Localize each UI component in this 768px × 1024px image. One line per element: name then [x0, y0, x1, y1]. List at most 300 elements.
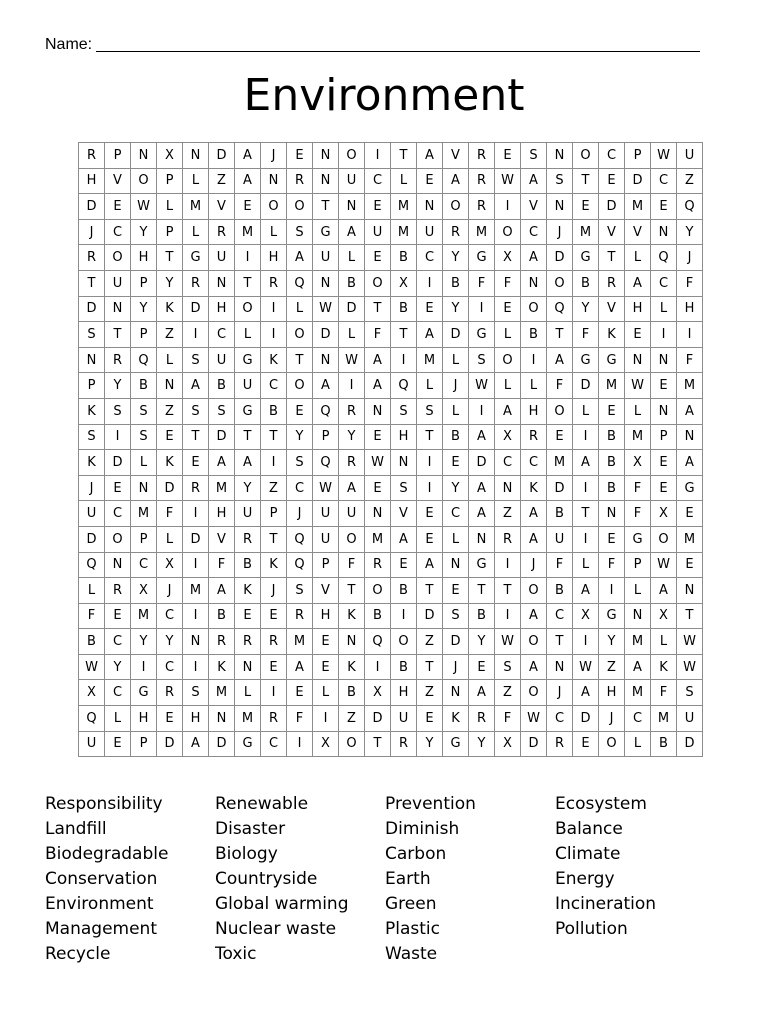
- grid-cell[interactable]: T: [235, 270, 261, 296]
- grid-cell[interactable]: O: [521, 578, 547, 604]
- grid-cell[interactable]: M: [287, 629, 313, 655]
- grid-cell[interactable]: E: [417, 296, 443, 322]
- grid-cell[interactable]: K: [157, 296, 183, 322]
- grid-cell[interactable]: L: [443, 526, 469, 552]
- grid-cell[interactable]: N: [547, 194, 573, 220]
- grid-cell[interactable]: J: [443, 654, 469, 680]
- grid-cell[interactable]: V: [443, 143, 469, 169]
- grid-cell[interactable]: I: [183, 552, 209, 578]
- grid-cell[interactable]: E: [599, 526, 625, 552]
- grid-cell[interactable]: E: [599, 398, 625, 424]
- grid-cell[interactable]: A: [625, 270, 651, 296]
- grid-cell[interactable]: M: [365, 526, 391, 552]
- grid-cell[interactable]: I: [495, 603, 521, 629]
- grid-cell[interactable]: K: [339, 654, 365, 680]
- grid-cell[interactable]: B: [391, 578, 417, 604]
- grid-cell[interactable]: E: [495, 143, 521, 169]
- grid-cell[interactable]: A: [209, 578, 235, 604]
- grid-cell[interactable]: K: [209, 654, 235, 680]
- grid-cell[interactable]: F: [599, 552, 625, 578]
- grid-cell[interactable]: P: [625, 552, 651, 578]
- grid-cell[interactable]: E: [365, 424, 391, 450]
- grid-cell[interactable]: W: [651, 143, 677, 169]
- grid-cell[interactable]: N: [313, 168, 339, 194]
- grid-cell[interactable]: Q: [79, 706, 105, 732]
- grid-cell[interactable]: B: [547, 578, 573, 604]
- grid-cell[interactable]: Y: [287, 424, 313, 450]
- grid-cell[interactable]: I: [417, 475, 443, 501]
- grid-cell[interactable]: R: [209, 219, 235, 245]
- grid-cell[interactable]: L: [651, 629, 677, 655]
- grid-cell[interactable]: A: [547, 347, 573, 373]
- grid-cell[interactable]: S: [391, 398, 417, 424]
- grid-cell[interactable]: F: [157, 501, 183, 527]
- grid-cell[interactable]: Q: [287, 552, 313, 578]
- grid-cell[interactable]: W: [131, 194, 157, 220]
- grid-cell[interactable]: S: [183, 347, 209, 373]
- grid-cell[interactable]: W: [313, 296, 339, 322]
- grid-cell[interactable]: S: [79, 322, 105, 348]
- grid-cell[interactable]: P: [313, 552, 339, 578]
- grid-cell[interactable]: C: [417, 245, 443, 271]
- grid-cell[interactable]: E: [417, 501, 443, 527]
- grid-cell[interactable]: D: [573, 373, 599, 399]
- grid-cell[interactable]: A: [183, 373, 209, 399]
- grid-cell[interactable]: W: [365, 450, 391, 476]
- grid-cell[interactable]: L: [261, 219, 287, 245]
- grid-cell[interactable]: G: [235, 398, 261, 424]
- grid-cell[interactable]: B: [391, 654, 417, 680]
- grid-cell[interactable]: T: [79, 270, 105, 296]
- grid-cell[interactable]: T: [183, 424, 209, 450]
- grid-cell[interactable]: O: [235, 296, 261, 322]
- grid-cell[interactable]: L: [183, 168, 209, 194]
- grid-cell[interactable]: Z: [417, 680, 443, 706]
- grid-cell[interactable]: F: [547, 552, 573, 578]
- grid-cell[interactable]: N: [313, 347, 339, 373]
- grid-cell[interactable]: D: [443, 322, 469, 348]
- grid-cell[interactable]: Z: [495, 680, 521, 706]
- grid-cell[interactable]: T: [105, 322, 131, 348]
- grid-cell[interactable]: N: [677, 424, 703, 450]
- grid-cell[interactable]: W: [677, 654, 703, 680]
- grid-cell[interactable]: R: [105, 578, 131, 604]
- grid-cell[interactable]: E: [287, 680, 313, 706]
- grid-cell[interactable]: E: [651, 475, 677, 501]
- grid-cell[interactable]: I: [339, 373, 365, 399]
- grid-cell[interactable]: Q: [677, 194, 703, 220]
- grid-cell[interactable]: H: [79, 168, 105, 194]
- grid-cell[interactable]: E: [365, 194, 391, 220]
- grid-cell[interactable]: W: [651, 552, 677, 578]
- grid-cell[interactable]: G: [469, 245, 495, 271]
- grid-cell[interactable]: V: [521, 194, 547, 220]
- grid-cell[interactable]: Y: [677, 219, 703, 245]
- grid-cell[interactable]: M: [677, 526, 703, 552]
- grid-cell[interactable]: Q: [79, 552, 105, 578]
- grid-cell[interactable]: K: [261, 552, 287, 578]
- grid-cell[interactable]: I: [651, 322, 677, 348]
- grid-cell[interactable]: C: [443, 501, 469, 527]
- grid-cell[interactable]: S: [443, 603, 469, 629]
- grid-cell[interactable]: U: [677, 143, 703, 169]
- grid-cell[interactable]: T: [417, 424, 443, 450]
- grid-cell[interactable]: E: [417, 168, 443, 194]
- grid-cell[interactable]: U: [209, 347, 235, 373]
- grid-cell[interactable]: D: [417, 603, 443, 629]
- grid-cell[interactable]: I: [469, 398, 495, 424]
- grid-cell[interactable]: O: [495, 219, 521, 245]
- grid-cell[interactable]: N: [313, 270, 339, 296]
- grid-cell[interactable]: W: [339, 347, 365, 373]
- grid-cell[interactable]: L: [183, 219, 209, 245]
- grid-cell[interactable]: C: [105, 629, 131, 655]
- grid-cell[interactable]: E: [677, 552, 703, 578]
- grid-cell[interactable]: O: [287, 373, 313, 399]
- grid-cell[interactable]: E: [365, 245, 391, 271]
- grid-cell[interactable]: R: [469, 706, 495, 732]
- grid-cell[interactable]: D: [79, 296, 105, 322]
- grid-cell[interactable]: A: [521, 501, 547, 527]
- grid-cell[interactable]: Y: [599, 629, 625, 655]
- grid-cell[interactable]: M: [677, 373, 703, 399]
- grid-cell[interactable]: R: [365, 552, 391, 578]
- grid-cell[interactable]: T: [391, 322, 417, 348]
- grid-cell[interactable]: G: [313, 219, 339, 245]
- grid-cell[interactable]: C: [651, 270, 677, 296]
- grid-cell[interactable]: L: [235, 680, 261, 706]
- grid-cell[interactable]: C: [547, 706, 573, 732]
- grid-cell[interactable]: R: [261, 270, 287, 296]
- grid-cell[interactable]: E: [183, 450, 209, 476]
- grid-cell[interactable]: O: [365, 578, 391, 604]
- grid-cell[interactable]: M: [573, 219, 599, 245]
- grid-cell[interactable]: D: [365, 706, 391, 732]
- grid-cell[interactable]: R: [235, 526, 261, 552]
- grid-cell[interactable]: J: [261, 143, 287, 169]
- grid-cell[interactable]: A: [417, 143, 443, 169]
- grid-cell[interactable]: Z: [417, 629, 443, 655]
- grid-cell[interactable]: O: [521, 296, 547, 322]
- grid-cell[interactable]: C: [105, 501, 131, 527]
- grid-cell[interactable]: C: [105, 219, 131, 245]
- grid-cell[interactable]: B: [521, 322, 547, 348]
- grid-cell[interactable]: I: [495, 552, 521, 578]
- grid-cell[interactable]: P: [157, 219, 183, 245]
- grid-cell[interactable]: M: [625, 424, 651, 450]
- grid-cell[interactable]: A: [651, 578, 677, 604]
- grid-cell[interactable]: G: [131, 680, 157, 706]
- grid-cell[interactable]: T: [495, 578, 521, 604]
- grid-cell[interactable]: R: [547, 731, 573, 757]
- grid-cell[interactable]: A: [417, 322, 443, 348]
- grid-cell[interactable]: E: [287, 398, 313, 424]
- grid-cell[interactable]: D: [313, 322, 339, 348]
- grid-cell[interactable]: C: [651, 168, 677, 194]
- grid-cell[interactable]: U: [547, 526, 573, 552]
- grid-cell[interactable]: E: [157, 424, 183, 450]
- grid-cell[interactable]: Q: [131, 347, 157, 373]
- grid-cell[interactable]: H: [391, 424, 417, 450]
- grid-cell[interactable]: G: [573, 245, 599, 271]
- grid-cell[interactable]: P: [261, 501, 287, 527]
- grid-cell[interactable]: W: [677, 629, 703, 655]
- grid-cell[interactable]: Z: [599, 654, 625, 680]
- grid-cell[interactable]: A: [235, 168, 261, 194]
- grid-cell[interactable]: C: [209, 322, 235, 348]
- grid-cell[interactable]: R: [287, 168, 313, 194]
- grid-cell[interactable]: I: [677, 322, 703, 348]
- grid-cell[interactable]: C: [521, 450, 547, 476]
- grid-cell[interactable]: R: [469, 168, 495, 194]
- grid-cell[interactable]: L: [521, 373, 547, 399]
- grid-cell[interactable]: Q: [391, 373, 417, 399]
- grid-cell[interactable]: O: [339, 143, 365, 169]
- grid-cell[interactable]: H: [391, 680, 417, 706]
- grid-cell[interactable]: O: [391, 629, 417, 655]
- grid-cell[interactable]: O: [547, 398, 573, 424]
- grid-cell[interactable]: N: [261, 168, 287, 194]
- grid-cell[interactable]: X: [651, 501, 677, 527]
- grid-cell[interactable]: U: [313, 526, 339, 552]
- grid-cell[interactable]: U: [365, 219, 391, 245]
- grid-cell[interactable]: A: [469, 475, 495, 501]
- grid-cell[interactable]: T: [573, 501, 599, 527]
- grid-cell[interactable]: A: [677, 450, 703, 476]
- grid-cell[interactable]: L: [625, 578, 651, 604]
- grid-cell[interactable]: D: [547, 245, 573, 271]
- grid-cell[interactable]: R: [599, 270, 625, 296]
- grid-cell[interactable]: Y: [339, 424, 365, 450]
- grid-cell[interactable]: U: [209, 245, 235, 271]
- grid-cell[interactable]: W: [521, 706, 547, 732]
- grid-cell[interactable]: R: [469, 143, 495, 169]
- grid-cell[interactable]: A: [521, 168, 547, 194]
- grid-cell[interactable]: I: [105, 424, 131, 450]
- grid-cell[interactable]: U: [339, 501, 365, 527]
- grid-cell[interactable]: L: [157, 526, 183, 552]
- grid-cell[interactable]: P: [131, 322, 157, 348]
- name-underline[interactable]: [96, 50, 700, 52]
- grid-cell[interactable]: T: [391, 143, 417, 169]
- grid-cell[interactable]: I: [131, 654, 157, 680]
- grid-cell[interactable]: R: [287, 603, 313, 629]
- grid-cell[interactable]: I: [365, 654, 391, 680]
- grid-cell[interactable]: S: [79, 424, 105, 450]
- grid-cell[interactable]: V: [391, 501, 417, 527]
- grid-cell[interactable]: U: [235, 501, 261, 527]
- grid-cell[interactable]: O: [443, 194, 469, 220]
- grid-cell[interactable]: S: [131, 424, 157, 450]
- grid-cell[interactable]: L: [625, 245, 651, 271]
- grid-cell[interactable]: O: [261, 194, 287, 220]
- grid-cell[interactable]: V: [209, 526, 235, 552]
- grid-cell[interactable]: H: [209, 296, 235, 322]
- grid-cell[interactable]: O: [495, 347, 521, 373]
- grid-cell[interactable]: B: [599, 475, 625, 501]
- grid-cell[interactable]: N: [443, 680, 469, 706]
- grid-cell[interactable]: I: [183, 322, 209, 348]
- grid-cell[interactable]: A: [313, 373, 339, 399]
- grid-cell[interactable]: F: [79, 603, 105, 629]
- grid-cell[interactable]: H: [209, 501, 235, 527]
- grid-cell[interactable]: B: [79, 629, 105, 655]
- grid-cell[interactable]: T: [365, 296, 391, 322]
- grid-cell[interactable]: K: [443, 706, 469, 732]
- grid-cell[interactable]: S: [183, 398, 209, 424]
- grid-cell[interactable]: F: [495, 706, 521, 732]
- grid-cell[interactable]: S: [287, 450, 313, 476]
- grid-cell[interactable]: R: [339, 450, 365, 476]
- grid-cell[interactable]: M: [417, 347, 443, 373]
- grid-cell[interactable]: R: [157, 680, 183, 706]
- grid-cell[interactable]: A: [573, 578, 599, 604]
- grid-cell[interactable]: P: [79, 373, 105, 399]
- grid-cell[interactable]: I: [469, 296, 495, 322]
- grid-cell[interactable]: E: [651, 450, 677, 476]
- grid-cell[interactable]: E: [651, 194, 677, 220]
- grid-cell[interactable]: H: [625, 296, 651, 322]
- grid-cell[interactable]: G: [235, 347, 261, 373]
- grid-cell[interactable]: E: [417, 526, 443, 552]
- grid-cell[interactable]: C: [521, 219, 547, 245]
- grid-cell[interactable]: U: [417, 219, 443, 245]
- grid-cell[interactable]: A: [287, 245, 313, 271]
- grid-cell[interactable]: T: [547, 322, 573, 348]
- grid-cell[interactable]: F: [287, 706, 313, 732]
- grid-cell[interactable]: H: [131, 706, 157, 732]
- grid-cell[interactable]: Y: [443, 475, 469, 501]
- grid-cell[interactable]: L: [287, 296, 313, 322]
- grid-cell[interactable]: T: [287, 347, 313, 373]
- grid-cell[interactable]: T: [157, 245, 183, 271]
- grid-cell[interactable]: F: [677, 347, 703, 373]
- grid-cell[interactable]: B: [547, 501, 573, 527]
- grid-cell[interactable]: D: [599, 194, 625, 220]
- grid-cell[interactable]: L: [157, 194, 183, 220]
- grid-cell[interactable]: B: [651, 731, 677, 757]
- grid-cell[interactable]: K: [651, 654, 677, 680]
- grid-cell[interactable]: A: [625, 654, 651, 680]
- grid-cell[interactable]: M: [209, 680, 235, 706]
- grid-cell[interactable]: Q: [313, 450, 339, 476]
- grid-cell[interactable]: D: [209, 143, 235, 169]
- grid-cell[interactable]: A: [469, 424, 495, 450]
- grid-cell[interactable]: B: [573, 270, 599, 296]
- grid-cell[interactable]: D: [677, 731, 703, 757]
- grid-cell[interactable]: I: [573, 424, 599, 450]
- grid-cell[interactable]: T: [417, 654, 443, 680]
- grid-cell[interactable]: G: [235, 731, 261, 757]
- grid-cell[interactable]: N: [677, 578, 703, 604]
- grid-cell[interactable]: N: [417, 194, 443, 220]
- grid-cell[interactable]: P: [131, 526, 157, 552]
- grid-cell[interactable]: S: [183, 680, 209, 706]
- grid-cell[interactable]: D: [105, 450, 131, 476]
- grid-cell[interactable]: U: [79, 731, 105, 757]
- grid-cell[interactable]: N: [391, 450, 417, 476]
- grid-cell[interactable]: I: [183, 603, 209, 629]
- grid-cell[interactable]: A: [521, 654, 547, 680]
- grid-cell[interactable]: G: [599, 603, 625, 629]
- grid-cell[interactable]: S: [521, 143, 547, 169]
- grid-cell[interactable]: N: [495, 475, 521, 501]
- grid-cell[interactable]: K: [79, 398, 105, 424]
- grid-cell[interactable]: A: [573, 450, 599, 476]
- grid-cell[interactable]: D: [209, 731, 235, 757]
- grid-cell[interactable]: O: [339, 731, 365, 757]
- grid-cell[interactable]: K: [79, 450, 105, 476]
- grid-cell[interactable]: G: [677, 475, 703, 501]
- grid-cell[interactable]: V: [313, 578, 339, 604]
- grid-cell[interactable]: R: [183, 270, 209, 296]
- grid-cell[interactable]: F: [339, 552, 365, 578]
- grid-cell[interactable]: I: [417, 450, 443, 476]
- grid-cell[interactable]: B: [209, 373, 235, 399]
- grid-cell[interactable]: D: [157, 475, 183, 501]
- grid-cell[interactable]: S: [547, 168, 573, 194]
- grid-cell[interactable]: S: [391, 475, 417, 501]
- grid-cell[interactable]: W: [469, 373, 495, 399]
- grid-cell[interactable]: D: [79, 194, 105, 220]
- grid-cell[interactable]: M: [183, 578, 209, 604]
- grid-cell[interactable]: T: [313, 194, 339, 220]
- grid-cell[interactable]: U: [105, 270, 131, 296]
- grid-cell[interactable]: E: [157, 706, 183, 732]
- grid-cell[interactable]: A: [443, 168, 469, 194]
- grid-cell[interactable]: E: [105, 194, 131, 220]
- grid-cell[interactable]: S: [105, 398, 131, 424]
- grid-cell[interactable]: L: [625, 731, 651, 757]
- grid-cell[interactable]: Y: [573, 296, 599, 322]
- grid-cell[interactable]: L: [417, 373, 443, 399]
- grid-cell[interactable]: I: [313, 706, 339, 732]
- grid-cell[interactable]: B: [365, 603, 391, 629]
- grid-cell[interactable]: N: [105, 296, 131, 322]
- grid-cell[interactable]: A: [287, 654, 313, 680]
- grid-cell[interactable]: O: [547, 270, 573, 296]
- grid-cell[interactable]: Q: [651, 245, 677, 271]
- grid-cell[interactable]: Y: [235, 475, 261, 501]
- grid-cell[interactable]: J: [261, 578, 287, 604]
- grid-cell[interactable]: G: [443, 731, 469, 757]
- grid-cell[interactable]: A: [391, 526, 417, 552]
- grid-cell[interactable]: Y: [105, 654, 131, 680]
- grid-cell[interactable]: Y: [157, 629, 183, 655]
- grid-cell[interactable]: M: [209, 475, 235, 501]
- grid-cell[interactable]: B: [443, 270, 469, 296]
- grid-cell[interactable]: V: [209, 194, 235, 220]
- grid-cell[interactable]: E: [261, 603, 287, 629]
- grid-cell[interactable]: Z: [209, 168, 235, 194]
- grid-cell[interactable]: U: [677, 706, 703, 732]
- grid-cell[interactable]: O: [339, 526, 365, 552]
- grid-cell[interactable]: F: [651, 680, 677, 706]
- grid-cell[interactable]: N: [313, 143, 339, 169]
- grid-cell[interactable]: F: [469, 270, 495, 296]
- grid-cell[interactable]: I: [235, 245, 261, 271]
- grid-cell[interactable]: J: [79, 475, 105, 501]
- grid-cell[interactable]: G: [573, 347, 599, 373]
- grid-cell[interactable]: T: [261, 526, 287, 552]
- grid-cell[interactable]: I: [417, 270, 443, 296]
- grid-cell[interactable]: L: [573, 552, 599, 578]
- grid-cell[interactable]: E: [625, 322, 651, 348]
- grid-cell[interactable]: I: [287, 731, 313, 757]
- grid-cell[interactable]: A: [365, 347, 391, 373]
- grid-cell[interactable]: U: [339, 168, 365, 194]
- grid-cell[interactable]: L: [235, 322, 261, 348]
